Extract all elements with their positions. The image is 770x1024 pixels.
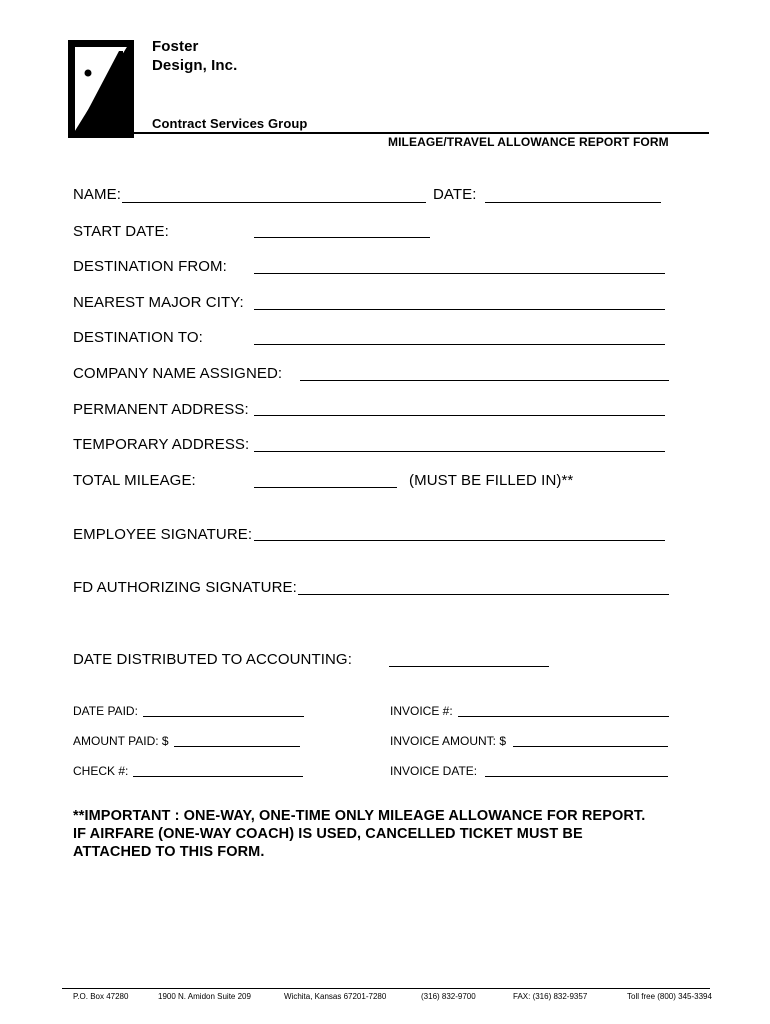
invoice-amount-field[interactable] (513, 746, 668, 747)
company-group: Contract Services Group (152, 116, 308, 131)
total-mileage-field[interactable] (254, 487, 397, 488)
check-no-field[interactable] (133, 776, 303, 777)
date-distributed-label: DATE DISTRIBUTED TO ACCOUNTING: (73, 651, 352, 668)
name-label: NAME: (73, 186, 122, 203)
date-field[interactable] (485, 202, 661, 203)
start-date-label: START DATE: (73, 223, 169, 240)
invoice-date-label: INVOICE DATE: (390, 764, 478, 778)
invoice-date-field[interactable] (485, 776, 668, 777)
header-rule (134, 132, 709, 134)
nearest-city-label: NEAREST MAJOR CITY: (73, 294, 244, 311)
permanent-address-label: PERMANENT ADDRESS: (73, 401, 249, 418)
employee-signature-label: EMPLOYEE SIGNATURE: (73, 526, 253, 543)
employee-signature-field[interactable] (254, 540, 665, 541)
notice-line3: ATTACHED TO THIS FORM. (73, 844, 265, 860)
notice-line1: **IMPORTANT : ONE-WAY, ONE-TIME ONLY MILEAGE ALLOWANCE FOR REPORT. (73, 808, 646, 824)
company-name-line2: Design, Inc. (152, 57, 238, 74)
temporary-address-label: TEMPORARY ADDRESS: (73, 436, 250, 453)
footer-city: Wichita, Kansas 67201-7280 (284, 992, 387, 1001)
date-label: DATE: (433, 186, 477, 203)
form-title: MILEAGE/TRAVEL ALLOWANCE REPORT FORM (388, 135, 669, 149)
permanent-address-field[interactable] (254, 415, 665, 416)
company-logo (68, 40, 134, 138)
invoice-no-label: INVOICE #: (390, 704, 453, 718)
footer-rule (62, 988, 710, 989)
must-be-filled-note: (MUST BE FILLED IN)** (409, 472, 574, 489)
invoice-amount-label: INVOICE AMOUNT: $ (390, 734, 507, 748)
name-field[interactable] (122, 202, 426, 203)
company-name-line1: Foster (152, 38, 199, 55)
destination-to-label: DESTINATION TO: (73, 329, 203, 346)
company-assigned-field[interactable] (300, 380, 669, 381)
footer-phone: (316) 832-9700 (421, 992, 476, 1001)
footer-street: 1900 N. Amidon Suite 209 (158, 992, 251, 1001)
fd-signature-field[interactable] (298, 594, 669, 595)
date-paid-field[interactable] (143, 716, 304, 717)
invoice-no-field[interactable] (458, 716, 669, 717)
total-mileage-label: TOTAL MILEAGE: (73, 472, 196, 489)
check-no-label: CHECK #: (73, 764, 129, 778)
amount-paid-label: AMOUNT PAID: $ (73, 734, 169, 748)
nearest-city-field[interactable] (254, 309, 665, 310)
date-distributed-field[interactable] (389, 666, 549, 667)
date-paid-label: DATE PAID: (73, 704, 138, 718)
fd-signature-label: FD AUTHORIZING SIGNATURE: (73, 579, 297, 596)
footer-toll-free: Toll free (800) 345-3394 (627, 992, 712, 1001)
destination-from-label: DESTINATION FROM: (73, 258, 227, 275)
notice-line2: IF AIRFARE (ONE-WAY COACH) IS USED, CANCELLED TICKET MUST BE (73, 826, 583, 842)
company-assigned-label: COMPANY NAME ASSIGNED: (73, 365, 283, 382)
footer-fax: FAX: (316) 832-9357 (513, 992, 588, 1001)
destination-to-field[interactable] (254, 344, 665, 345)
start-date-field[interactable] (254, 237, 430, 238)
destination-from-field[interactable] (254, 273, 665, 274)
temporary-address-field[interactable] (254, 451, 665, 452)
footer-po-box: P.O. Box 47280 (73, 992, 129, 1001)
amount-paid-field[interactable] (174, 746, 300, 747)
